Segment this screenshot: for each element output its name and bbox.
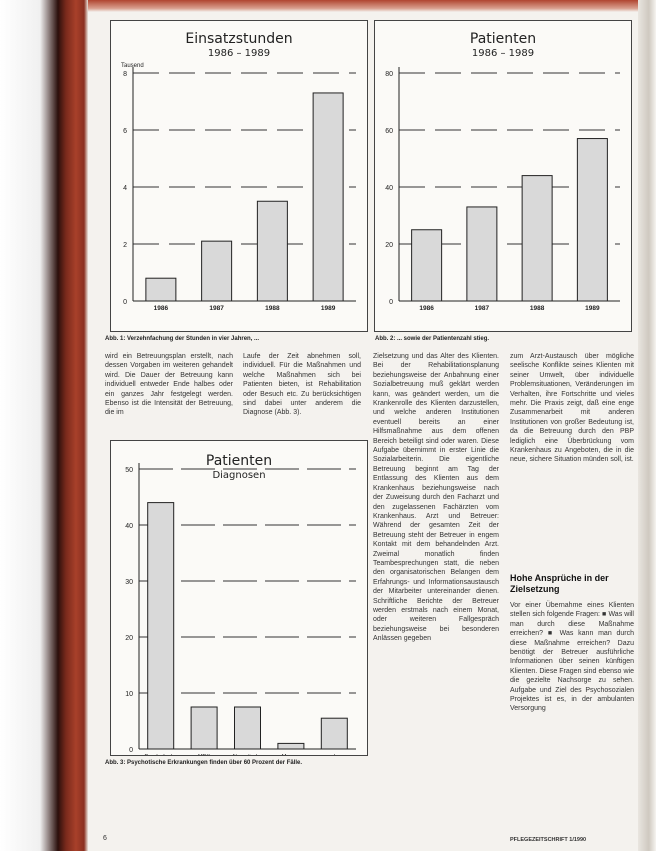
y-tick-label: 50	[125, 467, 133, 474]
x-tick-label	[144, 754, 176, 755]
bar	[577, 139, 607, 301]
chart-panel-patienten-jahre	[374, 20, 632, 332]
y-tick-label: 20	[385, 242, 393, 249]
y-tick-label: 2	[123, 242, 127, 249]
bar	[191, 707, 217, 749]
x-tick-label: 1989	[320, 305, 336, 312]
x-tick-label: 1987	[209, 305, 224, 312]
y-tick-label: 40	[385, 185, 393, 192]
book-spine	[0, 0, 88, 851]
bar	[522, 176, 552, 301]
chart-panel-diagnosen	[110, 440, 368, 756]
y-tick-label: 0	[123, 299, 127, 306]
page-number: 6	[103, 835, 107, 842]
x-tick-label: 1986	[153, 305, 169, 312]
y-tick-label: 30	[125, 579, 133, 586]
bar	[278, 743, 304, 749]
y-tick-label: 4	[123, 185, 127, 192]
paragraph: Vor einer Übernahme eines Klienten stellen sich folgende Fragen: ■ Was will man durch diese Maßnahme erreichen? ■ Was kann man durch diese Maßnahme erreichen? Dazu benötigt der Betreuer ausführliche Informationen über seinen künftigen Klienten. Diese Fragen sind ebenso wie die gezielte Nachsorge zu sehen. Aufgabe und Ziel des Psychosozialen Projektes ist es, in der ambulanten Versorgung	[510, 602, 634, 713]
journal-footer: PFLEGEZEITSCHRIFT 1/1990	[510, 837, 587, 843]
bar	[321, 718, 347, 749]
figure-caption-3: Abb. 3: Psychotische Erkrankungen finden über 60 Prozent der Fälle.	[105, 760, 303, 766]
y-tick-label: 10	[125, 691, 133, 698]
x-tick-label	[198, 754, 211, 755]
paragraph: Laufe der Zeit abnehmen soll, individuell. Für die Maßnahmen und welche Maßnahmen sich bei Patienten bieten, ist Rehabilitation oder Besuch etc. Zu berücksichtigen sind dabei unter anderem die Diagnose (Abb. 3).	[243, 353, 361, 417]
page-top-edge	[88, 0, 656, 12]
bar	[235, 707, 261, 749]
y-tick-label: 0	[129, 747, 133, 754]
y-tick-label: 6	[123, 128, 127, 135]
body-text-column-4	[510, 352, 634, 465]
x-tick-label	[233, 754, 262, 755]
x-tick-label: 1989	[585, 305, 600, 312]
page-right-edge	[638, 0, 656, 851]
bar	[148, 503, 174, 749]
paragraph: wird ein Betreuungsplan erstellt, nach dessen Vorgaben im weiteren gehandelt wird. Die Dauer der Betreuung kann individuell entweder Ende halbes oder ein ganzes Jahr festgelegt werden. Ebenso ist die Intensität der Betreuung, die im	[105, 353, 233, 417]
chart-subtitle: Diagnosen	[212, 470, 266, 481]
x-tick-label: 1988	[265, 305, 280, 312]
bar	[202, 241, 232, 301]
bar	[412, 230, 442, 301]
figure-caption-2: Abb. 2: ... sowie der Patientenzahl stieg.	[375, 336, 490, 342]
x-tick-label: 1987	[474, 305, 490, 312]
chart-diagnosen	[111, 441, 367, 755]
x-tick-label	[282, 754, 301, 755]
body-text-column-3	[373, 352, 499, 644]
y-tick-label: 60	[385, 128, 393, 135]
paragraph: zum Arzt-Austausch über mögliche seelische Konflikte seines Klienten mit seiner Umwelt, über individuelle Problemsituationen, Veränderungen im Verhalten, ihre Fortschritte und vieles mehr. Die Praxis zeigt, daß eine enge Zusammenarbeit mit anderen Institutionen von großer Bedeutung ist, da die Betreuung durch den PBP lediglich eine Überbrückung vom Krankenhaus zu Angeboten, die in die neue, sichere Situation münden soll, ist.	[510, 353, 634, 464]
body-text-column-1	[105, 352, 233, 418]
y-tick-label: 8	[123, 71, 127, 78]
y-tick-label: 40	[125, 523, 133, 530]
chart-panel-einsatzstunden	[110, 20, 368, 332]
x-tick-label: 1988	[529, 305, 545, 312]
paragraph: Zielsetzung und das Alter des Klienten. Bei der Rehabilitationsplanung beziehungsweise der Anbahnung einer Sozialbetreuung muß geklärt werden kann, was geändert werden, um die Krankenrolle des Klienten darzustellen, und welche anderen Institutionen eventuell bereits an einer Hilfsmaßnahme aus dem offenen Bereich beteiligt sind oder waren. Diese Aufgabe übernimmt in erster Linie die Sozialarbeiterin. Die eigentliche Betreuung beginnt am Tag der Entlassung des Klienten aus dem Krankenhaus beziehungsweise nach der Zuweisung durch den Facharzt und den zugelassenen Fachärzten vom Krankenhaus. Arzt und Betreuer: Während der gesamten Zeit der Betreuung steht der Betreuer in engem Kontakt mit dem behandelnden Arzt. Zweimal monatlich finden Teambesprechungen statt, die neben den organisatorischen Belangen dem Erfahrungs- und Informationsaustausch der Mitarbeiter untereinander dienen. Schriftliche Berichte der Betreuer werden erstmals nach einem Monat, oder weiteren Fallgespräch beziehungsweise bei besonderen Anlässen gegeben	[373, 353, 499, 643]
chart-patienten-jahre	[375, 21, 631, 331]
y-tick-label: 20	[125, 635, 133, 642]
body-text-column-4b	[510, 601, 634, 714]
x-tick-label	[326, 754, 343, 755]
body-text-column-2	[243, 352, 361, 418]
bar	[257, 201, 287, 301]
x-tick-label: 1986	[419, 305, 434, 312]
bar	[313, 93, 343, 301]
chart-title: Einsatzstunden	[185, 31, 293, 47]
y-unit-label: Tausend	[121, 63, 144, 69]
chart-subtitle: 1986 – 1989	[207, 48, 271, 59]
y-tick-label: 80	[385, 71, 393, 78]
chart-title: Patienten	[469, 31, 537, 47]
chart-title: Patienten	[205, 453, 273, 469]
bar	[467, 207, 497, 301]
y-tick-label: 0	[389, 299, 393, 306]
chart-einsatzstunden	[111, 21, 367, 331]
chart-subtitle: 1986 – 1989	[471, 48, 535, 59]
section-heading: Hohe Ansprüche in der Zielsetzung	[510, 573, 609, 594]
figure-caption-1: Abb. 1: Verzehnfachung der Stunden in vier Jahren, ...	[105, 336, 260, 342]
bar	[146, 278, 176, 301]
